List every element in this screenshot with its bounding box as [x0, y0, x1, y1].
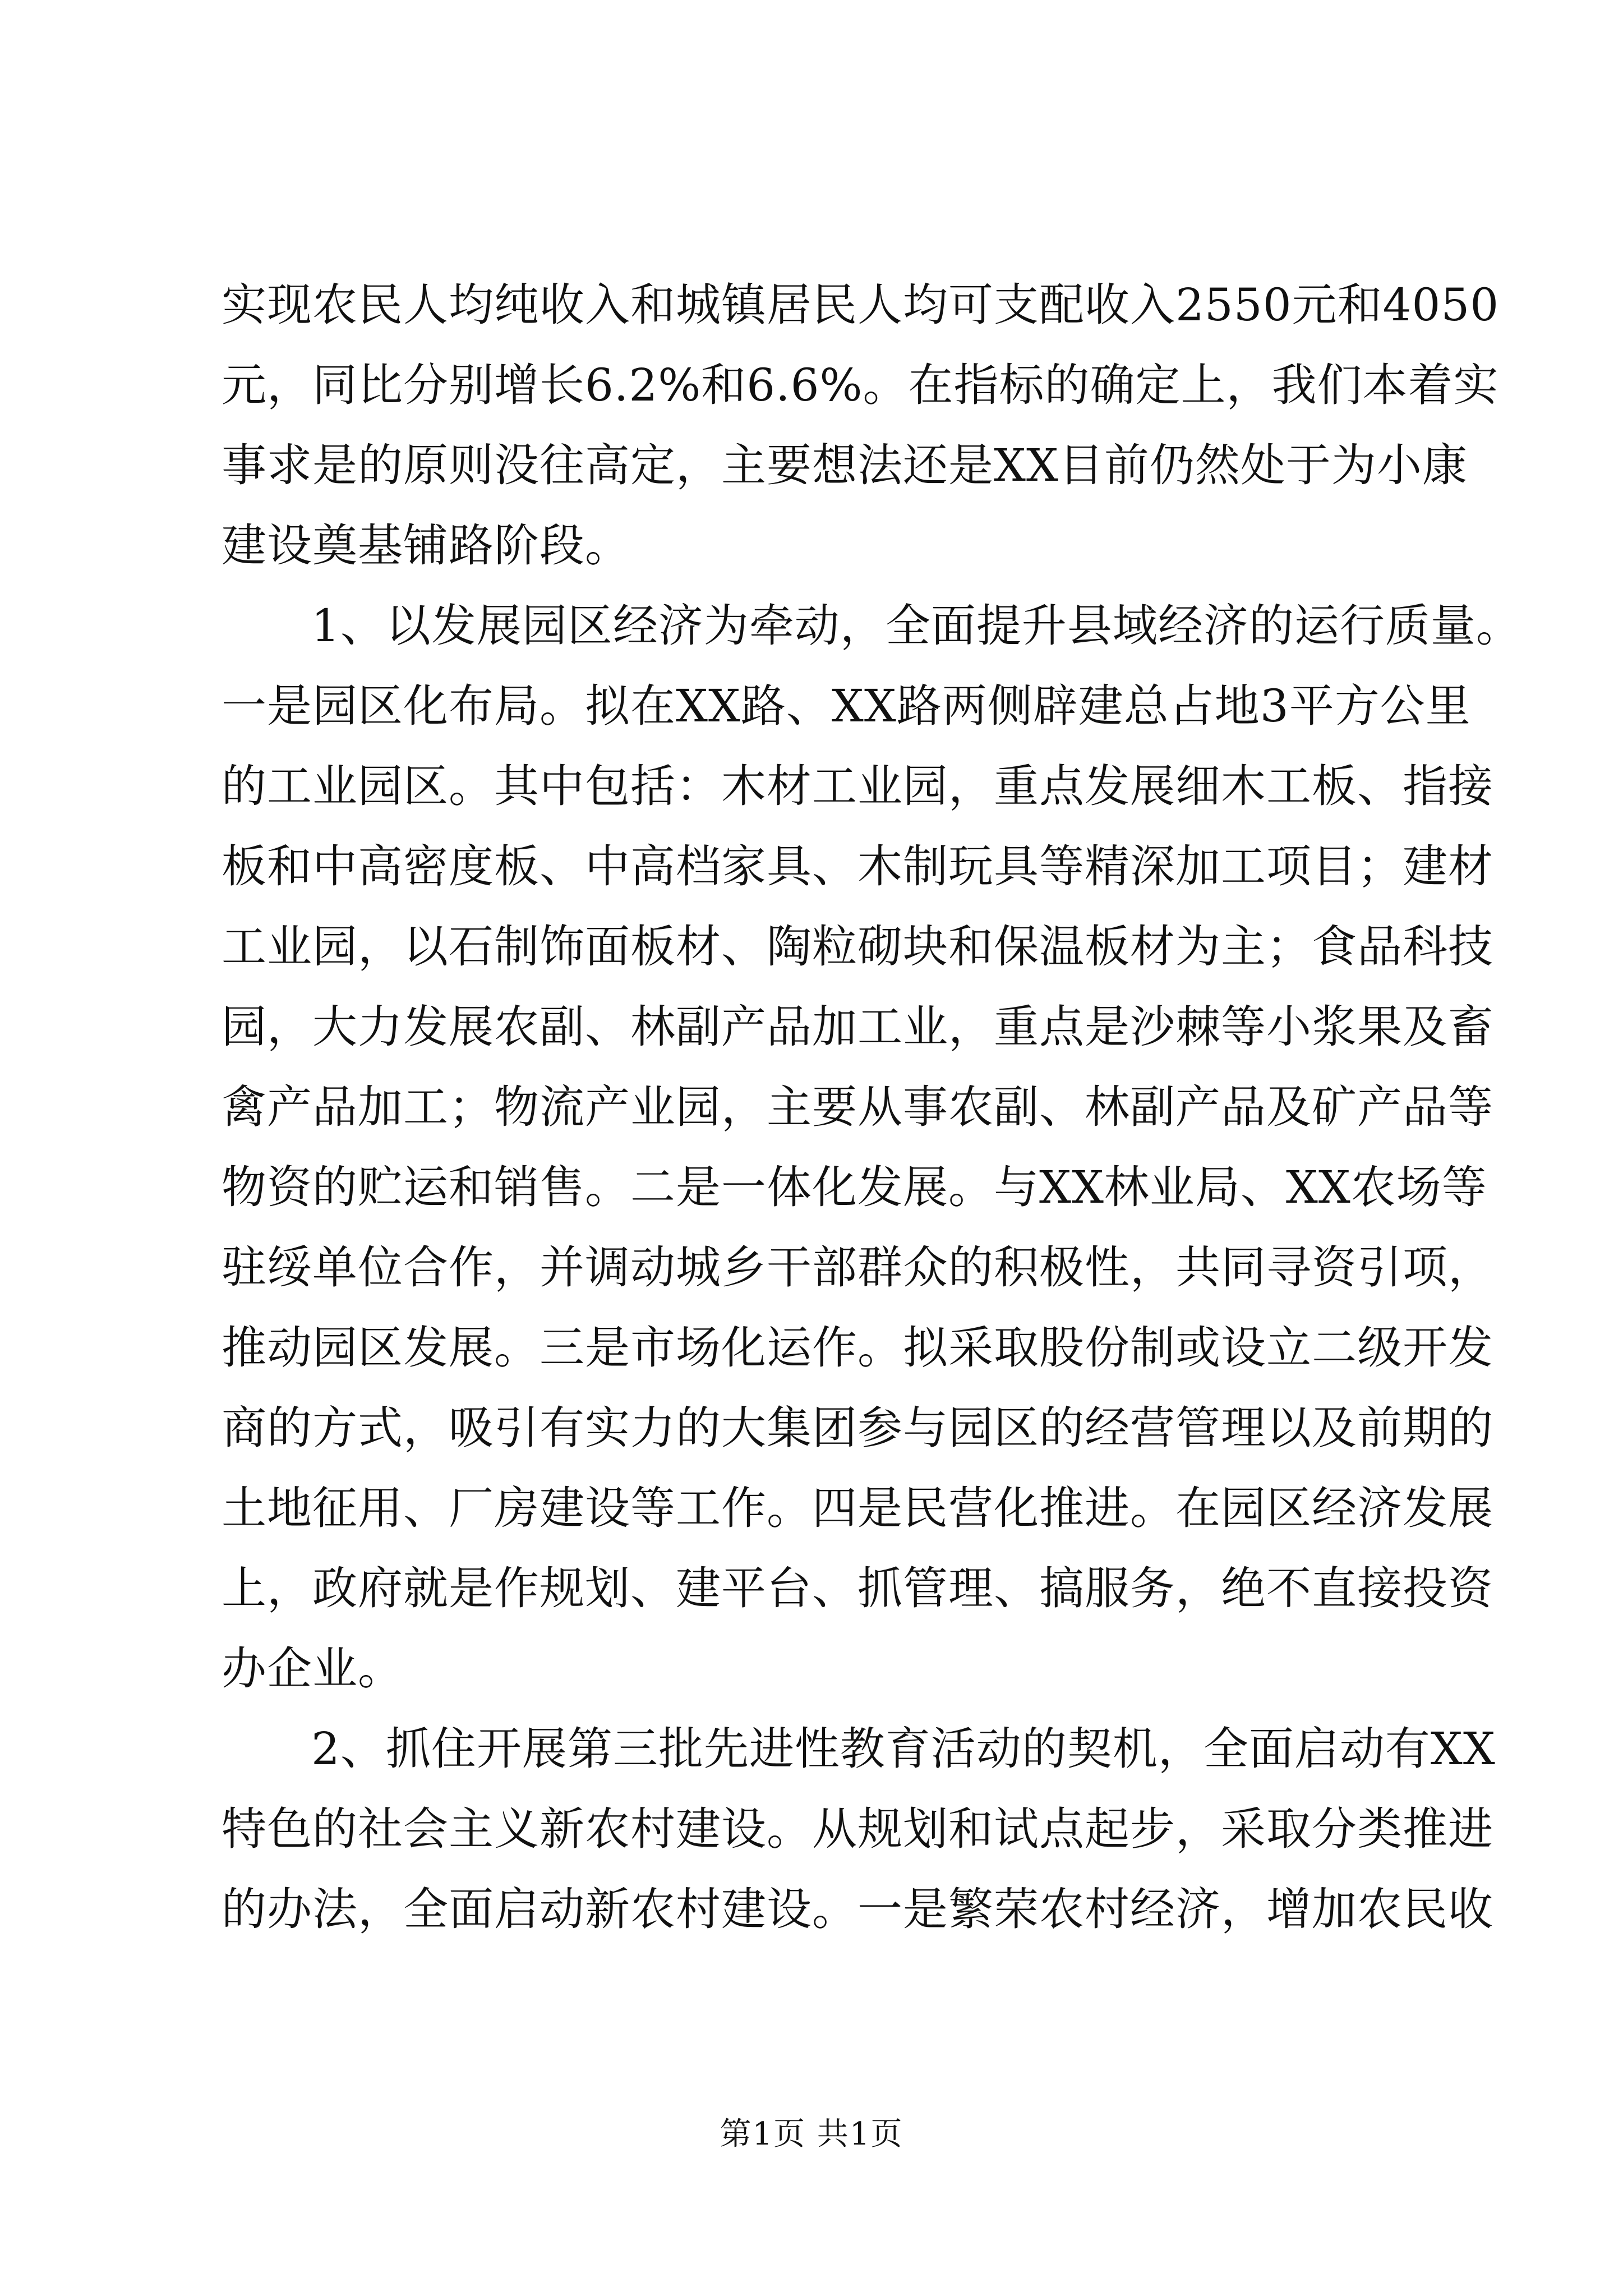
text-line: 园，大力发展农副、林副产品加工业，重点是沙棘等小浆果及畜 [222, 1001, 1493, 1053]
text-line: 板和中高密度板、中高档家具、木制玩具等精深加工项目；建材 [222, 840, 1493, 892]
text-line: 的办法，全面启动新农村建设。一是繁荣农村经济，增加农民收 [222, 1883, 1493, 1935]
text-line: 工业园，以石制饰面板材、陶粒砌块和保温板材为主；食品科技 [222, 921, 1493, 973]
paragraph-3 [222, 1709, 1496, 1949]
paragraph-2 [222, 586, 1521, 1709]
text-line: 建设奠基铺路阶段。 [222, 519, 630, 572]
text-line: 一是园区化布局。拟在XX路、XX路两侧辟建总占地3平方公里 [222, 680, 1471, 732]
page-footer: 第1页 共1页 [720, 2116, 903, 2152]
text-line: 的工业园区。其中包括：木材工业园，重点发展细木工板、指接 [222, 760, 1493, 812]
text-line: 上，政府就是作规划、建平台、抓管理、搞服务，绝不直接投资 [222, 1562, 1493, 1614]
text-line: 推动园区发展。三是市场化运作。拟采取股份制或设立二级开发 [222, 1322, 1493, 1374]
document-body [222, 265, 1521, 1949]
text-line: 实现农民人均纯收入和城镇居民人均可支配收入2550元和4050 [222, 279, 1500, 331]
text-line: 禽产品加工；物流产业园，主要从事农副、林副产品及矿产品等 [222, 1081, 1493, 1133]
paragraph-1 [222, 265, 1500, 586]
text-line: 元，同比分别增长6.2%和6.6%。在指标的确定上，我们本着实 [222, 359, 1499, 411]
text-line: 办企业。 [222, 1642, 403, 1695]
text-line: 物资的贮运和销售。二是一体化发展。与XX林业局、XX农场等 [222, 1161, 1487, 1213]
text-line: 驻绥单位合作，并调动城乡干部群众的积极性，共同寻资引项， [222, 1241, 1493, 1294]
text-line: 事求是的原则没往高定，主要想法还是XX目前仍然处于为小康 [222, 439, 1468, 491]
text-line: 2、抓住开展第三批先进性教育活动的契机，全面启动有XX [311, 1723, 1496, 1775]
text-line: 特色的社会主义新农村建设。从规划和试点起步，采取分类推进 [222, 1803, 1493, 1855]
text-line: 1、以发展园区经济为牵动，全面提升县域经济的运行质量。 [311, 600, 1521, 652]
text-line: 土地征用、厂房建设等工作。四是民营化推进。在园区经济发展 [222, 1482, 1493, 1534]
text-line: 商的方式，吸引有实力的大集团参与园区的经营管理以及前期的 [222, 1402, 1493, 1454]
